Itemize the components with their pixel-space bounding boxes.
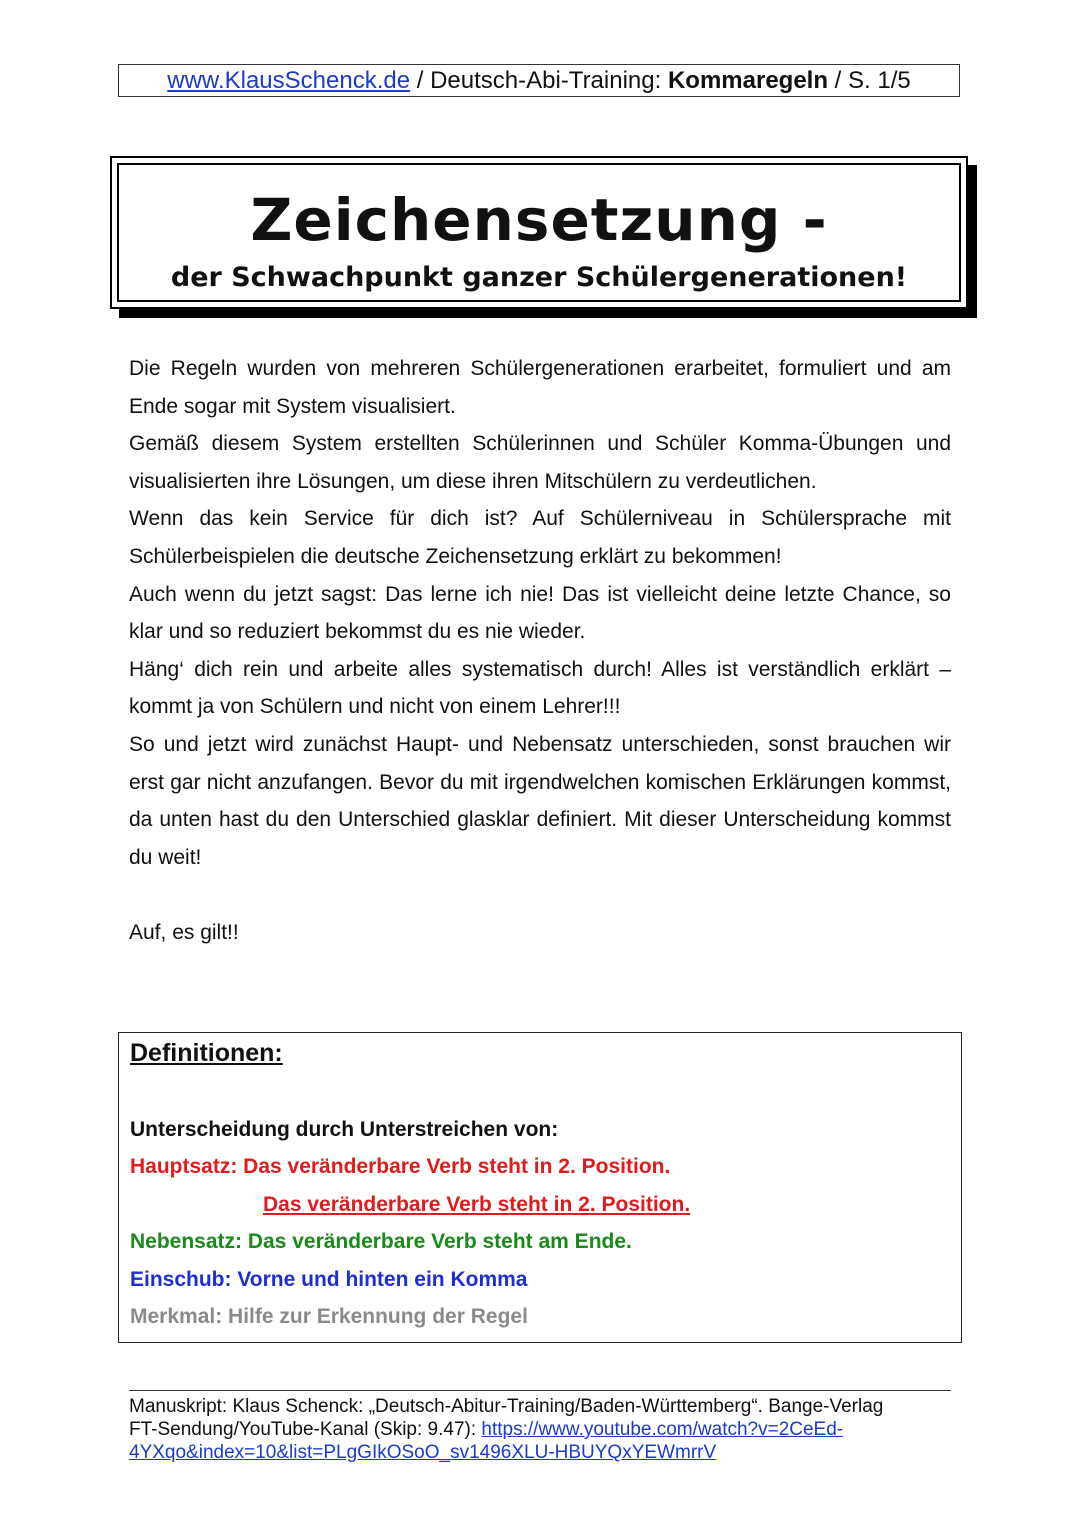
page-title: Zeichensetzung - bbox=[250, 186, 828, 254]
page-subtitle: der Schwachpunkt ganzer Schülergenerationen! bbox=[170, 262, 908, 293]
definitions-intro: Unterscheidung durch Unterstreichen von: bbox=[130, 1118, 559, 1141]
header-topic: Kommaregeln bbox=[667, 67, 828, 94]
website-link[interactable]: www.KlausSchenck.de bbox=[167, 67, 411, 94]
footer-video-label: FT-Sendung/YouTube-Kanal (Skip: 9.47): bbox=[129, 1419, 482, 1440]
header-separator: / bbox=[410, 67, 431, 94]
intro-paragraph: Gemäß diesem System erstellten Schülerinnen und Schüler Komma-Übungen und visualisierten ihre Lösungen, um diese ihren Mitschülern zu verdeutlichen. bbox=[129, 432, 951, 493]
footer-link-continued bbox=[129, 1441, 951, 1464]
definition-einschub: Einschub: Vorne und hinten ein Komma bbox=[130, 1268, 528, 1291]
footer-manuscript: Manuskript: Klaus Schenck: „Deutsch-Abitur-Training/Baden-Württemberg“. Bange-Verlag bbox=[129, 1396, 884, 1417]
page-header bbox=[118, 64, 960, 97]
header-page-number: / S. 1/5 bbox=[828, 67, 911, 94]
header-course: Deutsch-Abi-Training: bbox=[430, 67, 668, 94]
intro-text bbox=[129, 350, 951, 876]
intro-paragraph: Auch wenn du jetzt sagst: Das lerne ich nie! Das ist vielleicht deine letzte Chance, so klar und so reduziert bekommst du es nie wieder. bbox=[129, 582, 951, 644]
definitions-box bbox=[118, 1032, 962, 1343]
footer-video-line bbox=[129, 1418, 951, 1441]
youtube-link-continued[interactable]: 4YXqo&index=10&list=PLgGIkOSoO_sv1496XLU-HBUYQxYEWmrrV bbox=[129, 1442, 717, 1463]
definition-nebensatz: Nebensatz: Das veränderbare Verb steht am Ende. bbox=[130, 1230, 632, 1253]
footer bbox=[129, 1390, 951, 1464]
intro-paragraph: Wenn das kein Service für dich ist? Auf Schülerniveau in Schülersprache mit Schülerbeispielen die deutsche Zeichensetzung erklärt zu bekommen! bbox=[129, 507, 951, 568]
youtube-link[interactable]: https://www.youtube.com/watch?v=2CeEd- bbox=[481, 1419, 844, 1440]
intro-paragraph: Häng‘ dich rein und arbeite alles systematisch durch! Alles ist verständlich erklärt – kommt ja von Schülern und nicht von einem Lehrer!!! bbox=[129, 657, 951, 719]
definition-merkmal: Merkmal: Hilfe zur Erkennung der Regel bbox=[130, 1305, 528, 1328]
intro-paragraph: So und jetzt wird zunächst Haupt- und Nebensatz unterschieden, sonst brauchen wir erst gar nicht anzufangen. Bevor du mit irgendwelchen komischen Erklärungen kommst, da unten hast du den Unterschied glasklar definiert. Mit dieser Unterscheidung kommst du weit! bbox=[129, 732, 951, 869]
title-inner-frame bbox=[117, 163, 961, 302]
hauptsatz-example-underlined: Das veränderbare Verb steht in 2. Position. bbox=[263, 1193, 691, 1216]
intro-paragraph: Die Regeln wurden von mehreren Schülergenerationen erarbeitet, formuliert und am Ende sogar mit System visualisiert. bbox=[129, 357, 951, 418]
definition-hauptsatz: Hauptsatz: Das veränderbare Verb steht in 2. Position. bbox=[130, 1155, 671, 1178]
definitions-title: Definitionen: bbox=[130, 1039, 283, 1067]
title-box bbox=[110, 156, 968, 309]
closing-line: Auf, es gilt!! bbox=[129, 921, 239, 944]
